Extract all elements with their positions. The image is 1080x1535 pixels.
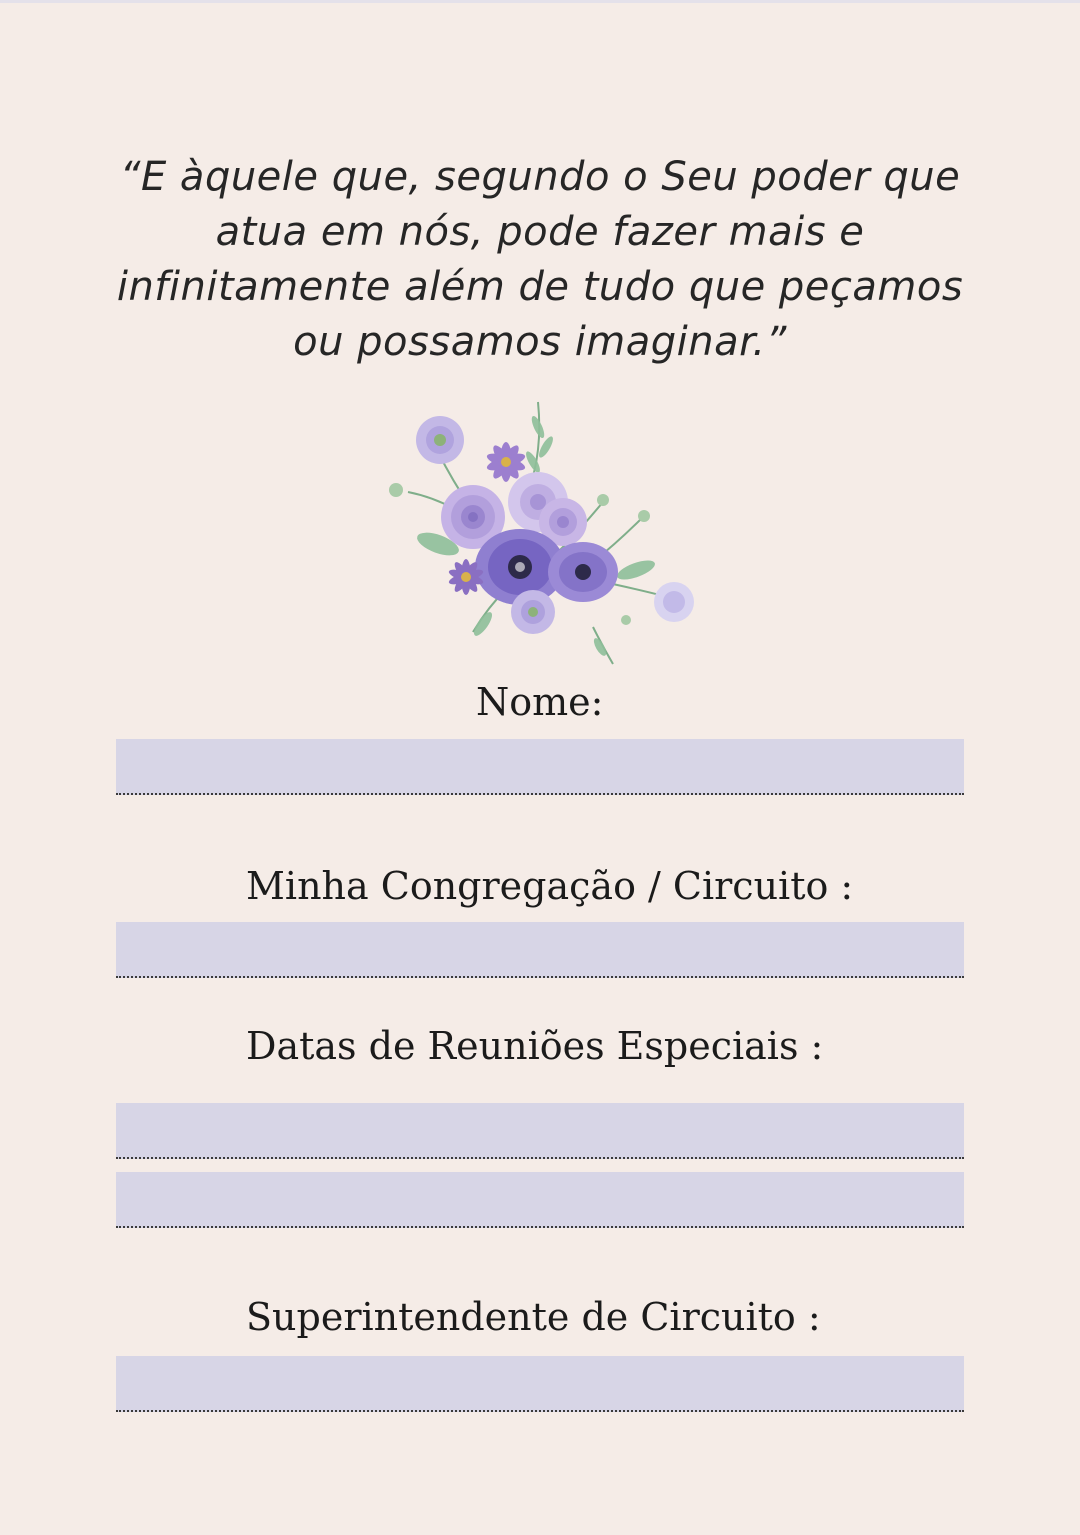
floral-bouquet-icon	[378, 392, 708, 672]
overseer-label: Superintendente de Circuito :	[246, 1295, 821, 1339]
congregation-field[interactable]	[116, 922, 964, 978]
congregation-label: Minha Congregação / Circuito :	[246, 864, 854, 908]
quote-line-3: infinitamente além de tudo que peçamos	[116, 264, 964, 310]
top-border	[0, 0, 1080, 3]
name-label: Nome:	[476, 680, 604, 724]
meeting-date-field-1[interactable]	[116, 1103, 964, 1159]
quote-line-1: “E àquele que, segundo o Seu poder que	[119, 154, 961, 200]
meeting-dates-label: Datas de Reuniões Especiais :	[246, 1024, 824, 1068]
quote-line-2: atua em nós, pode fazer mais e	[215, 209, 865, 255]
quote-line-4: ou possamos imaginar.”	[293, 319, 787, 365]
meeting-date-field-2[interactable]	[116, 1172, 964, 1228]
overseer-field[interactable]	[116, 1356, 964, 1412]
scripture-quote	[90, 150, 990, 370]
name-field[interactable]	[116, 739, 964, 795]
